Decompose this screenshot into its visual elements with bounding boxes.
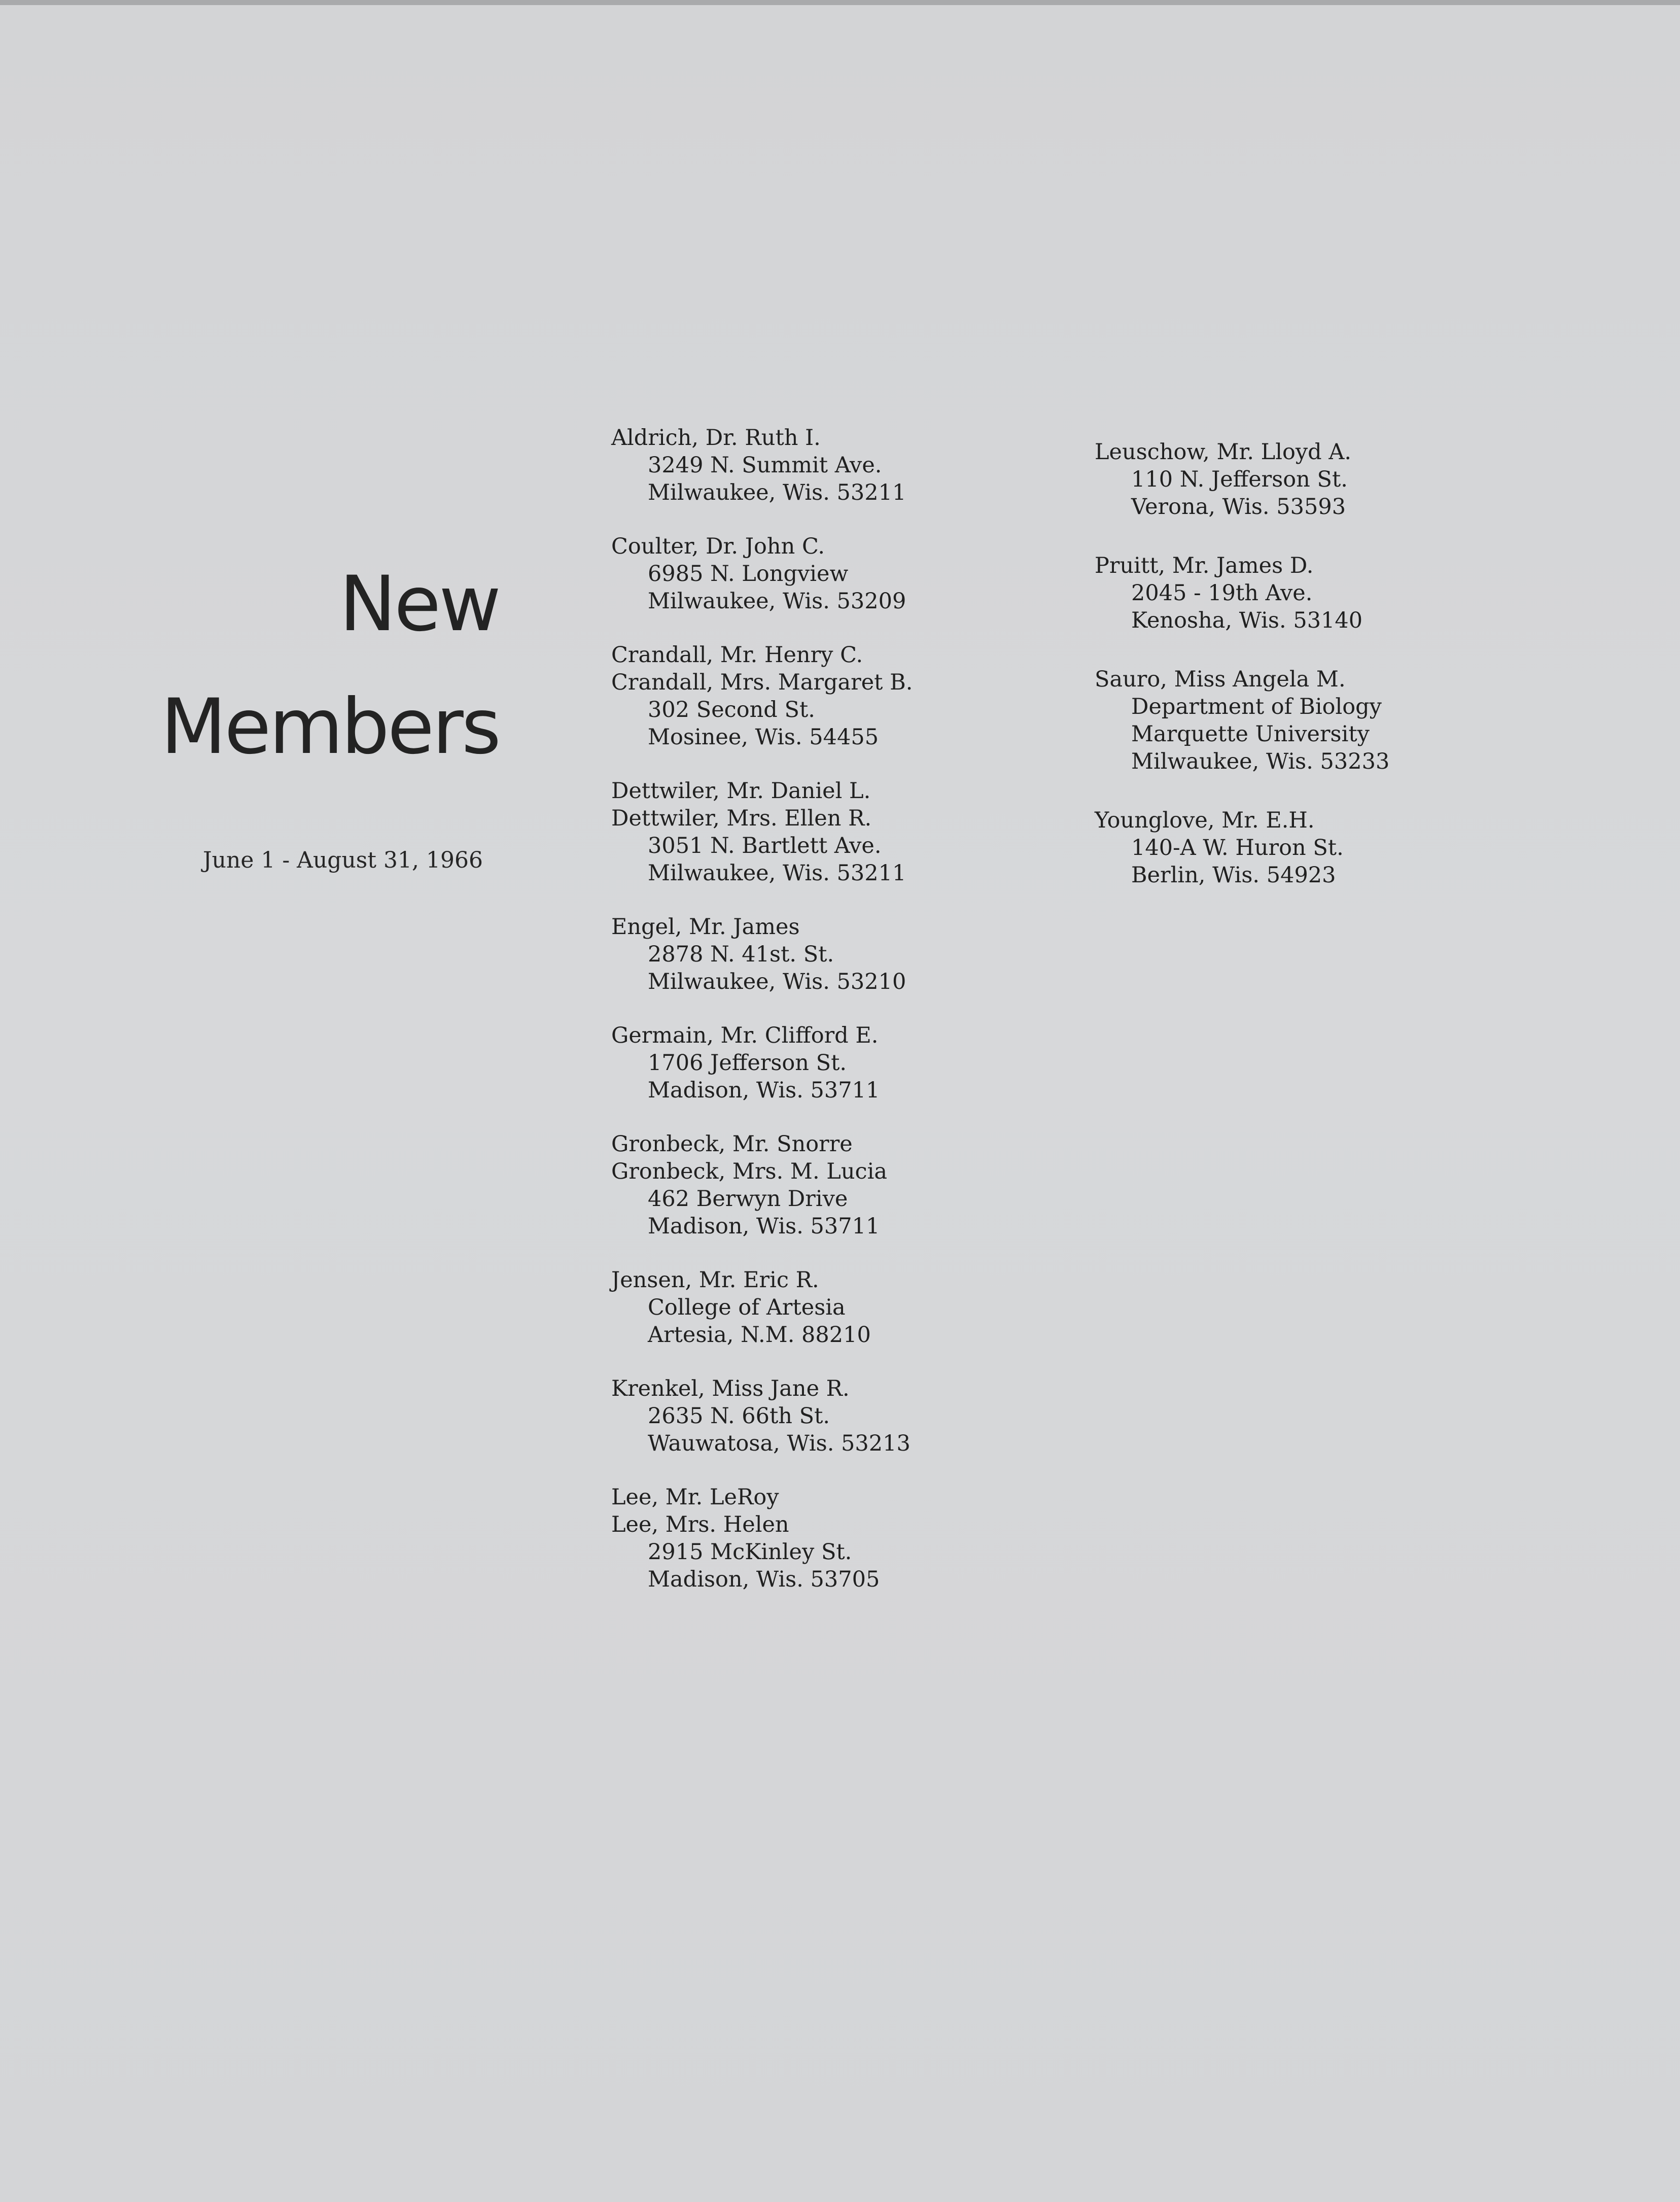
member-address-line: 462 Berwyn Drive xyxy=(648,1186,848,1212)
member-name: Dettwiler, Mrs. Ellen R. xyxy=(611,806,872,831)
member-address-line: Kenosha, Wis. 53140 xyxy=(1131,608,1363,633)
member-address-line: Marquette University xyxy=(1131,721,1370,747)
member-address-line: Madison, Wis. 53711 xyxy=(648,1078,880,1103)
members-column-1 xyxy=(611,424,913,1620)
member-address-line: 140-A W. Huron St. xyxy=(1131,835,1344,861)
member-entry xyxy=(611,1484,913,1593)
member-address-line: 110 N. Jefferson St. xyxy=(1131,467,1348,492)
member-entry xyxy=(611,641,913,751)
member-name: Crandall, Mrs. Margaret B. xyxy=(611,670,913,695)
member-name: Gronbeck, Mr. Snorre xyxy=(611,1131,853,1157)
member-name: Gronbeck, Mrs. M. Lucia xyxy=(611,1159,888,1184)
member-address-line: Department of Biology xyxy=(1131,694,1382,719)
member-entry xyxy=(1095,438,1389,521)
member-entry xyxy=(611,913,913,995)
member-address-line: Madison, Wis. 53711 xyxy=(648,1214,880,1239)
member-name: Engel, Mr. James xyxy=(611,914,800,940)
member-name: Dettwiler, Mr. Daniel L. xyxy=(611,778,871,804)
member-entry xyxy=(611,1266,913,1349)
member-address-line: Wauwatosa, Wis. 53213 xyxy=(648,1431,911,1456)
member-entry xyxy=(1095,807,1389,889)
member-entry xyxy=(611,1375,913,1457)
member-address-line: Milwaukee, Wis. 53233 xyxy=(1131,749,1390,774)
page-title xyxy=(161,543,499,788)
member-name: Krenkel, Miss Jane R. xyxy=(611,1376,850,1401)
member-entry xyxy=(611,424,913,506)
member-name: Jensen, Mr. Eric R. xyxy=(611,1267,819,1293)
member-address-line: Milwaukee, Wis. 53209 xyxy=(648,589,906,614)
member-entry xyxy=(611,777,913,887)
member-address-line: Berlin, Wis. 54923 xyxy=(1131,863,1336,888)
title-line-new: New xyxy=(339,560,499,648)
member-name: Lee, Mrs. Helen xyxy=(611,1512,789,1537)
member-address-line: 302 Second St. xyxy=(648,697,815,722)
members-column-2 xyxy=(1095,438,1389,920)
date-range: June 1 - August 31, 1966 xyxy=(203,847,483,873)
member-address-line: 1706 Jefferson St. xyxy=(648,1050,847,1076)
member-address-line: Milwaukee, Wis. 53210 xyxy=(648,969,906,994)
member-entry xyxy=(611,533,913,615)
scan-top-edge xyxy=(0,0,1680,5)
member-entry xyxy=(611,1022,913,1104)
member-address-line: Mosinee, Wis. 54455 xyxy=(648,725,879,750)
member-name: Coulter, Dr. John C. xyxy=(611,534,825,559)
member-address-line: Milwaukee, Wis. 53211 xyxy=(648,861,906,886)
title-line-members: Members xyxy=(160,683,499,771)
member-entry xyxy=(1095,666,1389,775)
member-name: Aldrich, Dr. Ruth I. xyxy=(611,425,821,451)
member-name: Younglove, Mr. E.H. xyxy=(1095,808,1315,833)
member-address-line: 6985 N. Longview xyxy=(648,561,849,587)
member-address-line: College of Artesia xyxy=(648,1295,846,1320)
member-address-line: Verona, Wis. 53593 xyxy=(1131,494,1346,520)
member-entry xyxy=(611,1130,913,1240)
member-name: Lee, Mr. LeRoy xyxy=(611,1485,779,1510)
member-address-line: 2045 - 19th Ave. xyxy=(1131,580,1313,606)
member-address-line: 2635 N. 66th St. xyxy=(648,1403,830,1429)
member-address-line: Madison, Wis. 53705 xyxy=(648,1567,880,1592)
member-address-line: Artesia, N.M. 88210 xyxy=(648,1322,871,1348)
member-address-line: 2915 McKinley St. xyxy=(648,1539,852,1565)
member-name: Germain, Mr. Clifford E. xyxy=(611,1023,879,1048)
member-name: Leuschow, Mr. Lloyd A. xyxy=(1095,439,1352,465)
member-name: Sauro, Miss Angela M. xyxy=(1095,667,1346,692)
member-address-line: 3051 N. Bartlett Ave. xyxy=(648,833,882,858)
member-address-line: Milwaukee, Wis. 53211 xyxy=(648,480,906,505)
member-name: Pruitt, Mr. James D. xyxy=(1095,553,1314,578)
member-name: Crandall, Mr. Henry C. xyxy=(611,642,863,668)
member-address-line: 3249 N. Summit Ave. xyxy=(648,453,882,478)
member-address-line: 2878 N. 41st. St. xyxy=(648,942,834,967)
member-entry xyxy=(1095,552,1389,634)
